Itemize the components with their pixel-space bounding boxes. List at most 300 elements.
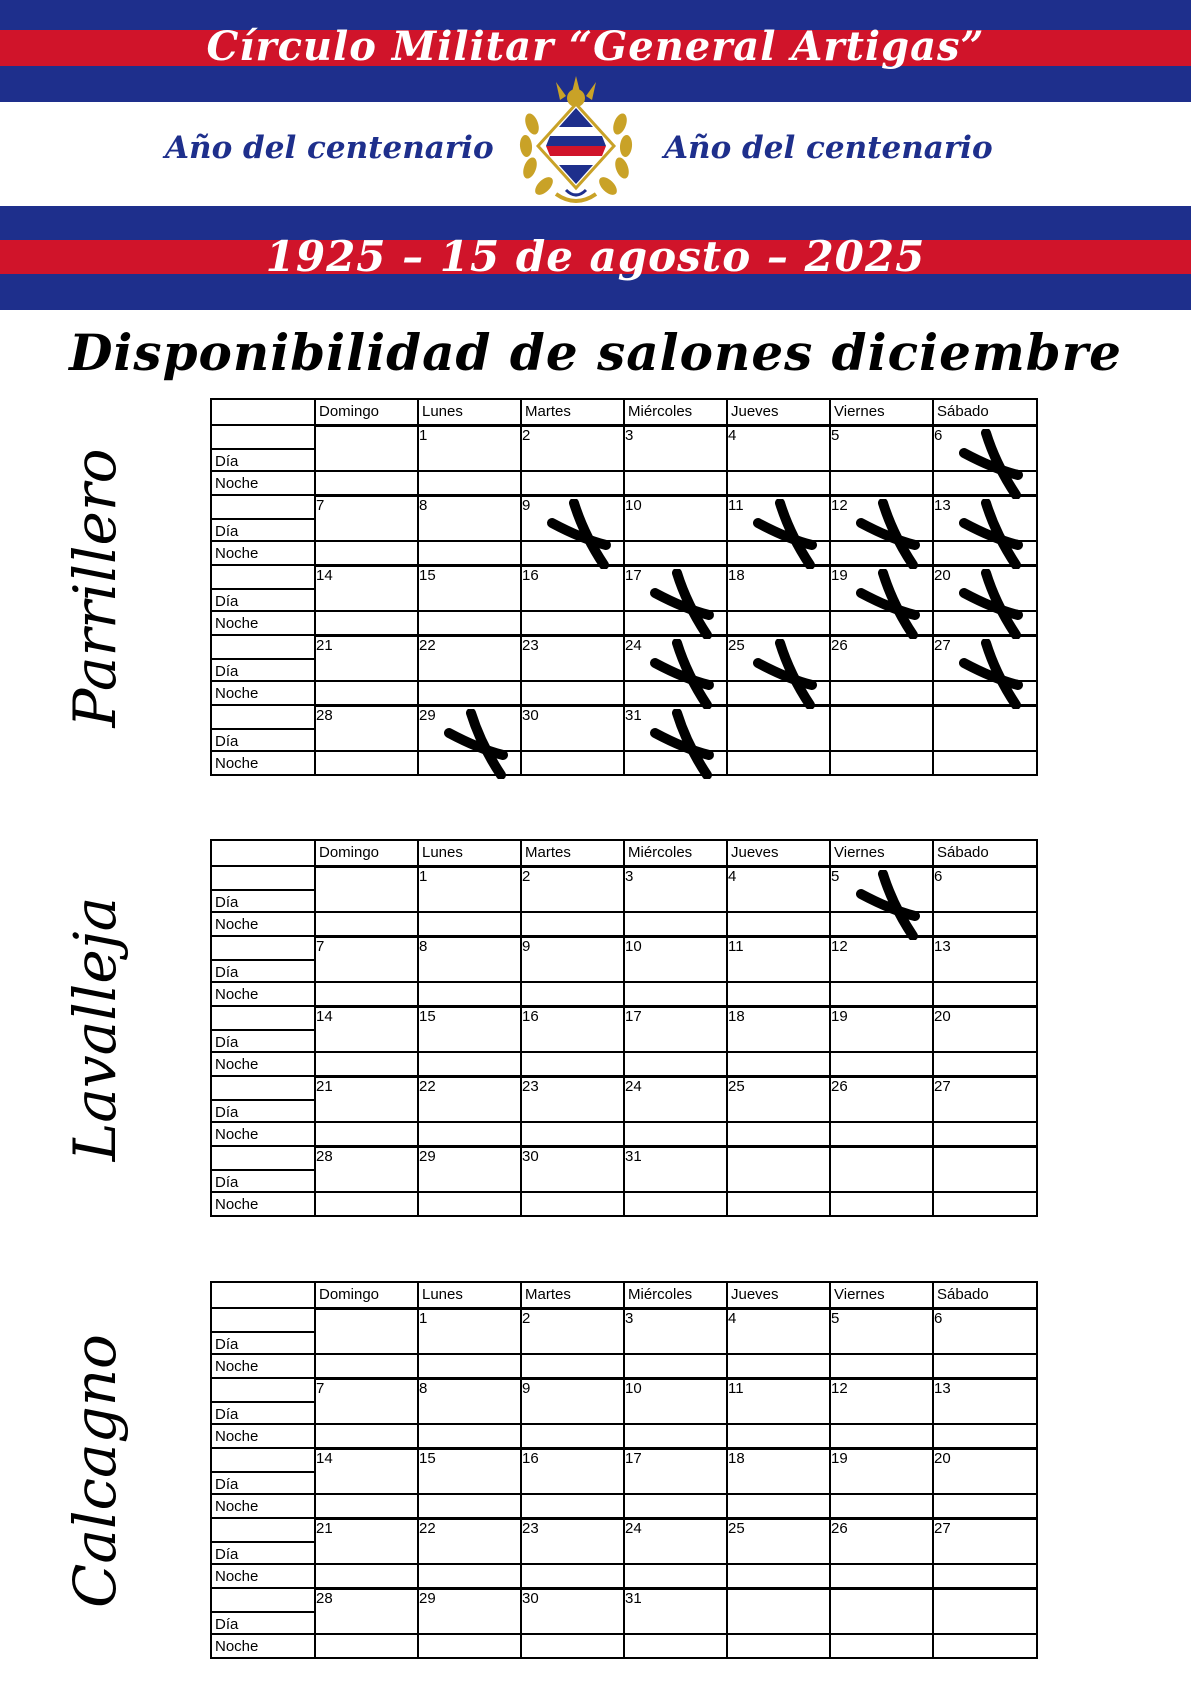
day-cell[interactable] <box>830 705 933 751</box>
day-cell[interactable] <box>315 1308 418 1354</box>
day-cell[interactable] <box>727 1518 830 1564</box>
night-cell[interactable] <box>315 751 418 775</box>
day-cell[interactable] <box>521 866 624 912</box>
row-label-day: Día <box>211 1030 315 1052</box>
day-cell[interactable] <box>933 1308 1037 1354</box>
weekday-header: Jueves <box>727 399 830 425</box>
day-number: 1 <box>419 1309 428 1327</box>
day-number: 30 <box>522 1589 539 1607</box>
day-number: 26 <box>831 636 848 654</box>
night-cell[interactable] <box>727 1494 830 1518</box>
day-cell[interactable] <box>418 495 521 541</box>
night-cell[interactable] <box>830 751 933 775</box>
day-cell[interactable] <box>727 1146 830 1192</box>
night-cell[interactable] <box>521 1494 624 1518</box>
day-number: 7 <box>316 1379 325 1397</box>
day-number: 5 <box>831 867 840 885</box>
night-cell[interactable] <box>830 1634 933 1658</box>
day-cell[interactable] <box>727 1006 830 1052</box>
night-cell[interactable] <box>830 541 933 565</box>
day-cell[interactable] <box>830 1076 933 1122</box>
night-cell[interactable] <box>624 471 727 495</box>
day-number: 22 <box>419 636 436 654</box>
night-cell[interactable] <box>521 471 624 495</box>
night-cell[interactable] <box>830 982 933 1006</box>
day-number: 31 <box>625 1147 642 1165</box>
day-cell[interactable] <box>830 1006 933 1052</box>
day-number: 13 <box>934 496 951 514</box>
day-number: 29 <box>419 1589 436 1607</box>
night-cell[interactable] <box>727 471 830 495</box>
night-cell[interactable] <box>624 1634 727 1658</box>
day-cell[interactable] <box>727 866 830 912</box>
day-number: 14 <box>316 566 333 584</box>
night-cell[interactable] <box>830 1052 933 1076</box>
day-number: 18 <box>728 1007 745 1025</box>
night-cell[interactable] <box>830 912 933 936</box>
night-cell[interactable] <box>727 541 830 565</box>
night-cell[interactable] <box>315 471 418 495</box>
salon-name: Lavalleja <box>61 896 129 1162</box>
day-cell[interactable] <box>624 1146 727 1192</box>
night-cell[interactable] <box>727 1052 830 1076</box>
day-cell[interactable] <box>624 495 727 541</box>
night-cell[interactable] <box>315 912 418 936</box>
night-cell[interactable] <box>521 1564 624 1588</box>
night-cell[interactable] <box>418 1354 521 1378</box>
night-cell[interactable] <box>624 1564 727 1588</box>
row-label-night: Noche <box>211 1052 315 1076</box>
night-cell[interactable] <box>830 611 933 635</box>
night-cell[interactable] <box>315 611 418 635</box>
weekday-header: Domingo <box>315 1282 418 1308</box>
night-cell[interactable] <box>624 982 727 1006</box>
row-label-night: Noche <box>211 982 315 1006</box>
night-cell[interactable] <box>315 1192 418 1216</box>
weekday-header: Martes <box>521 1282 624 1308</box>
night-cell[interactable] <box>933 1354 1037 1378</box>
night-cell[interactable] <box>418 1494 521 1518</box>
salon-name: Parrillero <box>61 448 129 728</box>
night-cell[interactable] <box>933 1564 1037 1588</box>
night-cell[interactable] <box>727 1122 830 1146</box>
day-cell[interactable] <box>830 495 933 541</box>
night-cell[interactable] <box>624 1424 727 1448</box>
weekday-header: Jueves <box>727 1282 830 1308</box>
weekday-header: Miércoles <box>624 1282 727 1308</box>
day-cell[interactable] <box>830 635 933 681</box>
day-cell[interactable] <box>521 1448 624 1494</box>
day-cell[interactable] <box>418 1076 521 1122</box>
day-number: 11 <box>728 937 744 955</box>
night-cell[interactable] <box>624 1122 727 1146</box>
day-cell[interactable] <box>933 1448 1037 1494</box>
row-label-night: Noche <box>211 1354 315 1378</box>
row-label-night: Noche <box>211 611 315 635</box>
day-number: 16 <box>522 1449 539 1467</box>
day-cell[interactable] <box>418 936 521 982</box>
day-cell[interactable] <box>933 1146 1037 1192</box>
night-cell[interactable] <box>521 1424 624 1448</box>
weekday-header: Jueves <box>727 840 830 866</box>
row-label-day: Día <box>211 960 315 982</box>
day-cell[interactable] <box>315 425 418 471</box>
night-cell[interactable] <box>624 1052 727 1076</box>
day-cell[interactable] <box>933 635 1037 681</box>
day-cell[interactable] <box>521 936 624 982</box>
row-label-spacer <box>211 705 315 729</box>
night-cell[interactable] <box>933 1192 1037 1216</box>
day-number: 8 <box>419 496 428 514</box>
day-cell[interactable] <box>727 495 830 541</box>
day-cell[interactable] <box>624 1006 727 1052</box>
day-cell[interactable] <box>624 1518 727 1564</box>
day-cell[interactable] <box>624 1378 727 1424</box>
day-cell[interactable] <box>521 705 624 751</box>
day-cell[interactable] <box>624 1308 727 1354</box>
night-cell[interactable] <box>624 751 727 775</box>
night-cell[interactable] <box>933 1052 1037 1076</box>
weekday-header: Lunes <box>418 1282 521 1308</box>
night-cell[interactable] <box>727 751 830 775</box>
day-cell[interactable] <box>933 705 1037 751</box>
night-cell[interactable] <box>315 1354 418 1378</box>
weekday-header: Lunes <box>418 399 521 425</box>
day-number: 4 <box>728 867 737 885</box>
day-cell[interactable] <box>933 495 1037 541</box>
day-cell[interactable] <box>418 565 521 611</box>
night-cell[interactable] <box>418 1564 521 1588</box>
row-label-day: Día <box>211 890 315 912</box>
day-cell[interactable] <box>521 635 624 681</box>
day-cell[interactable] <box>315 705 418 751</box>
row-label-day: Día <box>211 1170 315 1192</box>
day-cell[interactable] <box>315 565 418 611</box>
weekday-header: Domingo <box>315 840 418 866</box>
night-cell[interactable] <box>315 541 418 565</box>
day-number: 24 <box>625 1077 642 1095</box>
day-number: 22 <box>419 1519 436 1537</box>
night-cell[interactable] <box>315 1564 418 1588</box>
day-number: 13 <box>934 937 951 955</box>
night-cell[interactable] <box>727 611 830 635</box>
weekday-header: Viernes <box>830 840 933 866</box>
day-cell[interactable] <box>521 1076 624 1122</box>
night-cell[interactable] <box>624 1192 727 1216</box>
row-label-spacer <box>211 1006 315 1030</box>
day-cell[interactable] <box>624 565 727 611</box>
night-cell[interactable] <box>933 1424 1037 1448</box>
day-number: 22 <box>419 1077 436 1095</box>
day-number: 14 <box>316 1449 333 1467</box>
night-cell[interactable] <box>418 912 521 936</box>
day-cell[interactable] <box>727 425 830 471</box>
day-cell[interactable] <box>521 495 624 541</box>
day-cell[interactable] <box>727 1076 830 1122</box>
row-label-night: Noche <box>211 1122 315 1146</box>
day-cell[interactable] <box>933 1076 1037 1122</box>
day-cell[interactable] <box>418 1308 521 1354</box>
day-cell[interactable] <box>418 1588 521 1634</box>
day-cell[interactable] <box>315 1146 418 1192</box>
day-cell[interactable] <box>727 1378 830 1424</box>
day-cell[interactable] <box>727 635 830 681</box>
day-number: 4 <box>728 1309 737 1327</box>
day-cell[interactable] <box>830 1518 933 1564</box>
night-cell[interactable] <box>418 982 521 1006</box>
centenario-right: Año del centenario <box>664 130 993 166</box>
night-cell[interactable] <box>624 681 727 705</box>
night-cell[interactable] <box>521 1192 624 1216</box>
day-number: 23 <box>522 1077 539 1095</box>
day-cell[interactable] <box>830 1146 933 1192</box>
night-cell[interactable] <box>830 471 933 495</box>
night-cell[interactable] <box>727 1192 830 1216</box>
day-number: 25 <box>728 636 745 654</box>
day-cell[interactable] <box>830 425 933 471</box>
night-cell[interactable] <box>418 1192 521 1216</box>
day-cell[interactable] <box>830 565 933 611</box>
weekday-header: Sábado <box>933 1282 1037 1308</box>
day-cell[interactable] <box>418 635 521 681</box>
night-cell[interactable] <box>315 1424 418 1448</box>
day-cell[interactable] <box>727 936 830 982</box>
day-cell[interactable] <box>830 1448 933 1494</box>
day-cell[interactable] <box>624 635 727 681</box>
night-cell[interactable] <box>521 1354 624 1378</box>
night-cell[interactable] <box>315 681 418 705</box>
day-cell[interactable] <box>830 1378 933 1424</box>
day-cell[interactable] <box>521 1006 624 1052</box>
night-cell[interactable] <box>624 541 727 565</box>
row-label-day: Día <box>211 1100 315 1122</box>
day-number: 20 <box>934 1449 951 1467</box>
night-cell[interactable] <box>521 681 624 705</box>
row-label-night: Noche <box>211 471 315 495</box>
day-cell[interactable] <box>933 1378 1037 1424</box>
day-cell[interactable] <box>933 565 1037 611</box>
night-cell[interactable] <box>933 541 1037 565</box>
day-number: 16 <box>522 566 539 584</box>
club-name: Círculo Militar “General Artigas” <box>206 23 985 70</box>
night-cell[interactable] <box>933 681 1037 705</box>
day-cell[interactable] <box>315 1448 418 1494</box>
night-cell[interactable] <box>418 1424 521 1448</box>
night-cell[interactable] <box>521 751 624 775</box>
night-cell[interactable] <box>624 1494 727 1518</box>
night-cell[interactable] <box>624 1354 727 1378</box>
day-cell[interactable] <box>830 936 933 982</box>
day-cell[interactable] <box>418 1518 521 1564</box>
night-cell[interactable] <box>315 1122 418 1146</box>
day-cell[interactable] <box>418 425 521 471</box>
day-cell[interactable] <box>933 1518 1037 1564</box>
day-number: 27 <box>934 636 951 654</box>
day-cell[interactable] <box>521 425 624 471</box>
night-cell[interactable] <box>624 912 727 936</box>
night-cell[interactable] <box>933 912 1037 936</box>
night-cell[interactable] <box>727 1354 830 1378</box>
day-cell[interactable] <box>727 705 830 751</box>
night-cell[interactable] <box>418 1052 521 1076</box>
night-cell[interactable] <box>521 1122 624 1146</box>
night-cell[interactable] <box>418 1122 521 1146</box>
day-number: 19 <box>831 566 848 584</box>
day-cell[interactable] <box>418 1146 521 1192</box>
day-number: 12 <box>831 937 848 955</box>
night-cell[interactable] <box>727 1424 830 1448</box>
day-cell[interactable] <box>727 1588 830 1634</box>
day-cell[interactable] <box>521 1588 624 1634</box>
day-number: 23 <box>522 1519 539 1537</box>
day-number: 28 <box>316 706 333 724</box>
day-cell[interactable] <box>933 866 1037 912</box>
night-cell[interactable] <box>933 611 1037 635</box>
night-cell[interactable] <box>315 1634 418 1658</box>
night-cell[interactable] <box>933 1634 1037 1658</box>
day-cell[interactable] <box>624 425 727 471</box>
row-label-night: Noche <box>211 1634 315 1658</box>
day-number: 30 <box>522 706 539 724</box>
day-cell[interactable] <box>315 1518 418 1564</box>
day-number: 17 <box>625 1007 642 1025</box>
centenario-left: Año del centenario <box>165 130 494 166</box>
day-cell[interactable] <box>830 1308 933 1354</box>
day-cell[interactable] <box>933 936 1037 982</box>
night-cell[interactable] <box>830 1354 933 1378</box>
row-label-spacer <box>211 1146 315 1170</box>
day-cell[interactable] <box>830 1588 933 1634</box>
night-cell[interactable] <box>315 1052 418 1076</box>
day-cell[interactable] <box>315 936 418 982</box>
day-cell[interactable] <box>315 1378 418 1424</box>
night-cell[interactable] <box>624 611 727 635</box>
diamond-shield <box>538 104 614 188</box>
day-cell[interactable] <box>933 425 1037 471</box>
row-label-spacer <box>211 1308 315 1332</box>
row-label-night: Noche <box>211 541 315 565</box>
row-label-spacer <box>211 1588 315 1612</box>
night-cell[interactable] <box>727 1564 830 1588</box>
day-cell[interactable] <box>624 1076 727 1122</box>
night-cell[interactable] <box>933 982 1037 1006</box>
day-cell[interactable] <box>315 495 418 541</box>
day-cell[interactable] <box>727 1308 830 1354</box>
day-number: 9 <box>522 496 531 514</box>
day-cell[interactable] <box>624 936 727 982</box>
night-cell[interactable] <box>521 611 624 635</box>
night-cell[interactable] <box>830 1192 933 1216</box>
day-number: 11 <box>728 496 744 514</box>
night-cell[interactable] <box>727 681 830 705</box>
night-cell[interactable] <box>521 541 624 565</box>
day-number: 10 <box>625 937 642 955</box>
night-cell[interactable] <box>521 1634 624 1658</box>
header-corner-cell <box>211 399 315 425</box>
night-cell[interactable] <box>933 1122 1037 1146</box>
night-cell[interactable] <box>315 1494 418 1518</box>
night-cell[interactable] <box>830 1564 933 1588</box>
day-cell[interactable] <box>315 1076 418 1122</box>
day-cell[interactable] <box>933 1588 1037 1634</box>
night-cell[interactable] <box>727 912 830 936</box>
day-cell[interactable] <box>521 1518 624 1564</box>
row-label-day: Día <box>211 729 315 751</box>
day-cell[interactable] <box>624 866 727 912</box>
day-cell[interactable] <box>521 1146 624 1192</box>
night-cell[interactable] <box>933 751 1037 775</box>
day-cell[interactable] <box>624 705 727 751</box>
day-number: 23 <box>522 636 539 654</box>
day-cell[interactable] <box>315 866 418 912</box>
day-cell[interactable] <box>521 565 624 611</box>
row-label-day: Día <box>211 449 315 471</box>
day-cell[interactable] <box>521 1308 624 1354</box>
night-cell[interactable] <box>830 1122 933 1146</box>
day-cell[interactable] <box>933 1006 1037 1052</box>
row-label-spacer <box>211 936 315 960</box>
day-cell[interactable] <box>418 866 521 912</box>
row-label-spacer <box>211 1448 315 1472</box>
day-cell[interactable] <box>727 565 830 611</box>
centenary-dates: 1925 – 15 de agosto – 2025 <box>265 232 926 281</box>
day-number: 21 <box>316 1077 333 1095</box>
day-cell[interactable] <box>315 1006 418 1052</box>
row-label-spacer <box>211 1518 315 1542</box>
day-number: 6 <box>934 867 943 885</box>
club-emblem-icon <box>516 76 636 210</box>
night-cell[interactable] <box>418 541 521 565</box>
day-cell[interactable] <box>624 1588 727 1634</box>
night-cell[interactable] <box>521 912 624 936</box>
day-cell[interactable] <box>418 1378 521 1424</box>
night-cell[interactable] <box>727 1634 830 1658</box>
night-cell[interactable] <box>418 751 521 775</box>
weekday-header: Martes <box>521 840 624 866</box>
night-cell[interactable] <box>933 1494 1037 1518</box>
day-cell[interactable] <box>418 1448 521 1494</box>
night-cell[interactable] <box>727 982 830 1006</box>
salon-section-2 <box>0 1281 1191 1671</box>
night-cell[interactable] <box>830 1424 933 1448</box>
day-cell[interactable] <box>727 1448 830 1494</box>
row-label-night: Noche <box>211 1494 315 1518</box>
night-cell[interactable] <box>418 1634 521 1658</box>
night-cell[interactable] <box>418 681 521 705</box>
night-cell[interactable] <box>521 1052 624 1076</box>
availability-calendar <box>210 1281 1038 1659</box>
day-number: 12 <box>831 1379 848 1397</box>
night-cell[interactable] <box>830 1494 933 1518</box>
day-cell[interactable] <box>418 705 521 751</box>
day-cell[interactable] <box>315 635 418 681</box>
night-cell[interactable] <box>933 471 1037 495</box>
day-number: 3 <box>625 1309 634 1327</box>
day-cell[interactable] <box>418 1006 521 1052</box>
night-cell[interactable] <box>418 471 521 495</box>
row-label-day: Día <box>211 589 315 611</box>
night-cell[interactable] <box>521 982 624 1006</box>
day-cell[interactable] <box>315 1588 418 1634</box>
day-cell[interactable] <box>624 1448 727 1494</box>
day-cell[interactable] <box>521 1378 624 1424</box>
day-number: 11 <box>728 1379 744 1397</box>
row-label-spacer <box>211 425 315 449</box>
night-cell[interactable] <box>315 982 418 1006</box>
night-cell[interactable] <box>418 611 521 635</box>
day-cell[interactable] <box>830 866 933 912</box>
night-cell[interactable] <box>830 681 933 705</box>
